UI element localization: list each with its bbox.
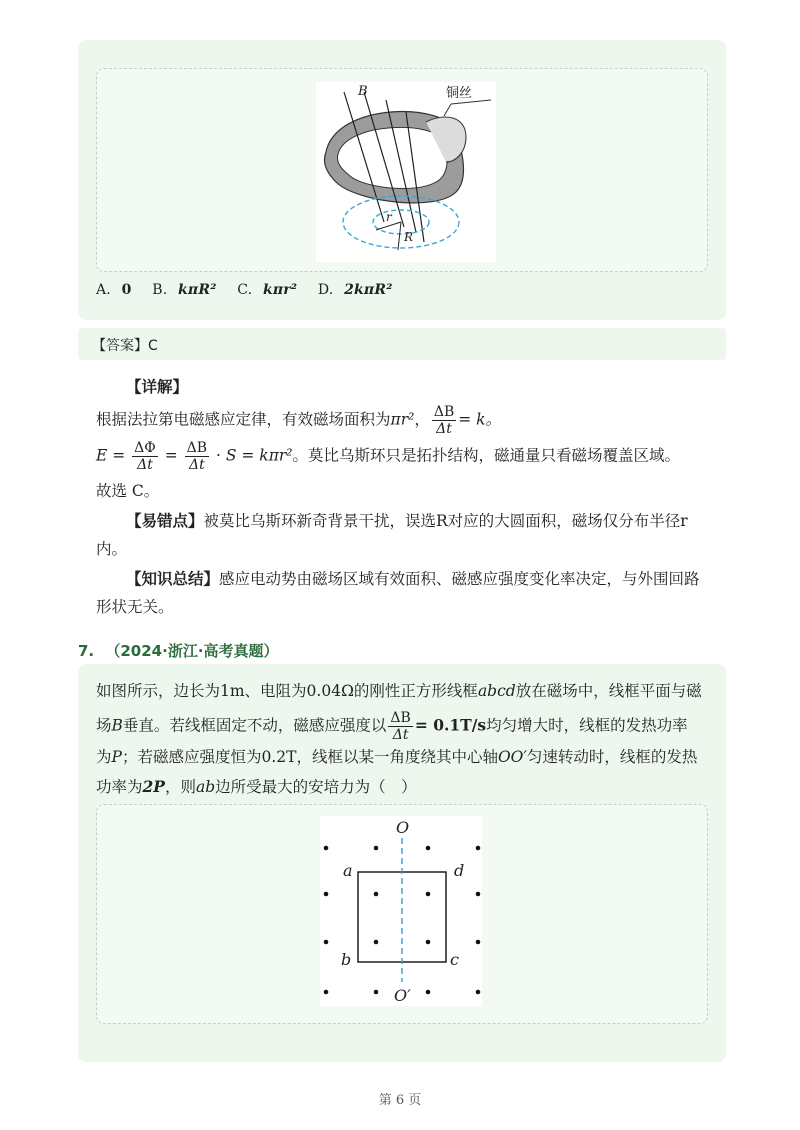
mistake-text-2: 内。 [96,540,128,558]
fraction-numerator: ΔB [433,404,455,420]
q7-line2-eq: = 0.1T/s [414,715,487,735]
square-loop-figure [320,816,482,1006]
detail-line-1-area: πr² [390,410,415,429]
detail-line-1-text: 根据法拉第电磁感应定律，有效磁场面积为 [96,410,391,429]
q7-line2-var: B [111,716,123,735]
option-c-value: kπr² [262,282,298,298]
fraction-numerator: ΔB [390,710,411,726]
fraction-numerator: ΔB [186,440,208,456]
summary-text-1: 感应电动势由磁场区域有效面积、磁感应强度变化率决定，与外围回路 [219,570,700,588]
q7-line3-tail: ；若磁感应强度恒为0.2T，线框以某一角度绕其中心轴 [121,748,498,766]
mistake-text-1: 被莫比乌斯环新奇背景干扰，误选R对应的大圆面积，磁场仅分布半径r [203,512,688,530]
option-d-letter: D. [317,282,334,298]
option-d[interactable] [318,282,393,298]
q7-line4-var2: ab [195,778,216,796]
answer-line [92,335,158,355]
page-number-text: 第 6 页 [378,1093,422,1108]
fraction-denominator: Δt [436,421,452,437]
figure-label-O: O [396,818,410,837]
q7-line3-var: P [111,748,122,766]
detail-line-2-eq: = [164,446,178,465]
q7-line4-mid: ，则 [164,778,196,796]
answer-label: 【答案】 [92,338,148,354]
answer-strip [78,328,726,360]
option-b-value: kπR² [178,282,217,298]
question7-line-4 [96,772,417,802]
option-b[interactable] [152,282,221,298]
fraction-denominator: Δt [137,457,153,473]
figure-label-r: r [386,210,392,224]
figure-label-R: R [404,230,414,244]
q7-line2-fraction [388,710,412,743]
detail-line-2-E: E = [96,446,126,465]
figure-label-B: B [358,84,368,99]
q7-line3-end: 匀速转动时，线框的发热 [526,748,698,766]
square-loop-svg [320,816,482,1006]
question7-line-3 [96,742,697,772]
question7-line-1 [96,676,702,706]
q7-line1-tail: 放在磁场中，线框平面与磁 [515,682,702,700]
answer-value: C [148,338,158,354]
q7-line1-text: 如图所示，边长为1m、电阻为0.04Ω的刚性正方形线框 [96,682,478,700]
option-a-letter: A. [96,282,111,298]
page-number [0,1089,800,1108]
summary-label: 【知识总结】 [126,569,220,588]
option-c[interactable] [237,282,302,298]
detail-line-1-sep: ， [414,410,430,429]
option-d-value: 2kπR² [344,282,393,298]
figure-label-O-prime: O′ [394,986,411,1005]
q7-line4-head: 功率为 [96,778,143,796]
figure-label-wire: 铜丝 [446,86,473,101]
mistake-line-2 [96,534,127,564]
q7-line3-head: 为 [96,748,112,766]
detail-line-2-fraction-1 [132,440,158,473]
q7-line1-var: abcd [477,682,516,700]
summary-line-2 [96,592,174,622]
figure-label-d: d [454,861,465,880]
option-a[interactable] [96,282,136,298]
q7-line2-head: 场 [96,716,112,735]
fraction-denominator: Δt [392,727,409,743]
detail-line-1-eq: = k。 [458,410,502,429]
fraction-numerator: ΔΦ [134,440,156,456]
question7-line-2 [96,710,688,743]
detail-line-2-fraction-2 [185,440,209,473]
mistake-line-1 [126,506,688,536]
figure-label-b: b [341,950,352,969]
detail-line-1 [96,404,501,437]
summary-text-2: 形状无关。 [96,598,174,616]
q7-line4-tail: 边所受最大的安培力为（ ） [215,778,417,796]
question6-options [96,282,393,298]
detail-line-2 [96,440,680,473]
question7-number: 7. [78,642,95,660]
mistake-label: 【易错点】 [126,511,204,530]
q7-line2-mid: 垂直。若线框固定不动，磁感应强度以 [122,716,387,735]
detail-line-3-text: 故选 C。 [96,482,160,500]
question7-source: （2024·浙江·高考真题） [105,642,279,660]
detail-line-1-fraction [432,404,456,437]
figure-label-c: c [450,950,459,969]
q7-line4-var: 2P [142,777,165,796]
question7-title [78,640,279,661]
figure-label-a: a [343,861,353,880]
detail-line-2-text: 。莫比乌斯环只是拓扑结构，磁通量只看磁场覆盖区域。 [292,446,681,465]
option-c-letter: C. [237,282,253,298]
detail-label-text: 【详解】 [126,377,189,396]
fraction-denominator: Δt [188,457,205,473]
option-b-letter: B. [152,282,168,298]
q7-line2-tail: 均匀增大时，线框的发热功率 [486,716,688,735]
detail-line-3 [96,476,159,506]
detail-label [126,372,188,402]
detail-line-2-rest: · S = kπr² [215,446,293,465]
q7-line3-axis: OO′ [497,748,527,766]
option-a-value: 0 [121,282,132,298]
summary-line-1 [126,564,700,594]
